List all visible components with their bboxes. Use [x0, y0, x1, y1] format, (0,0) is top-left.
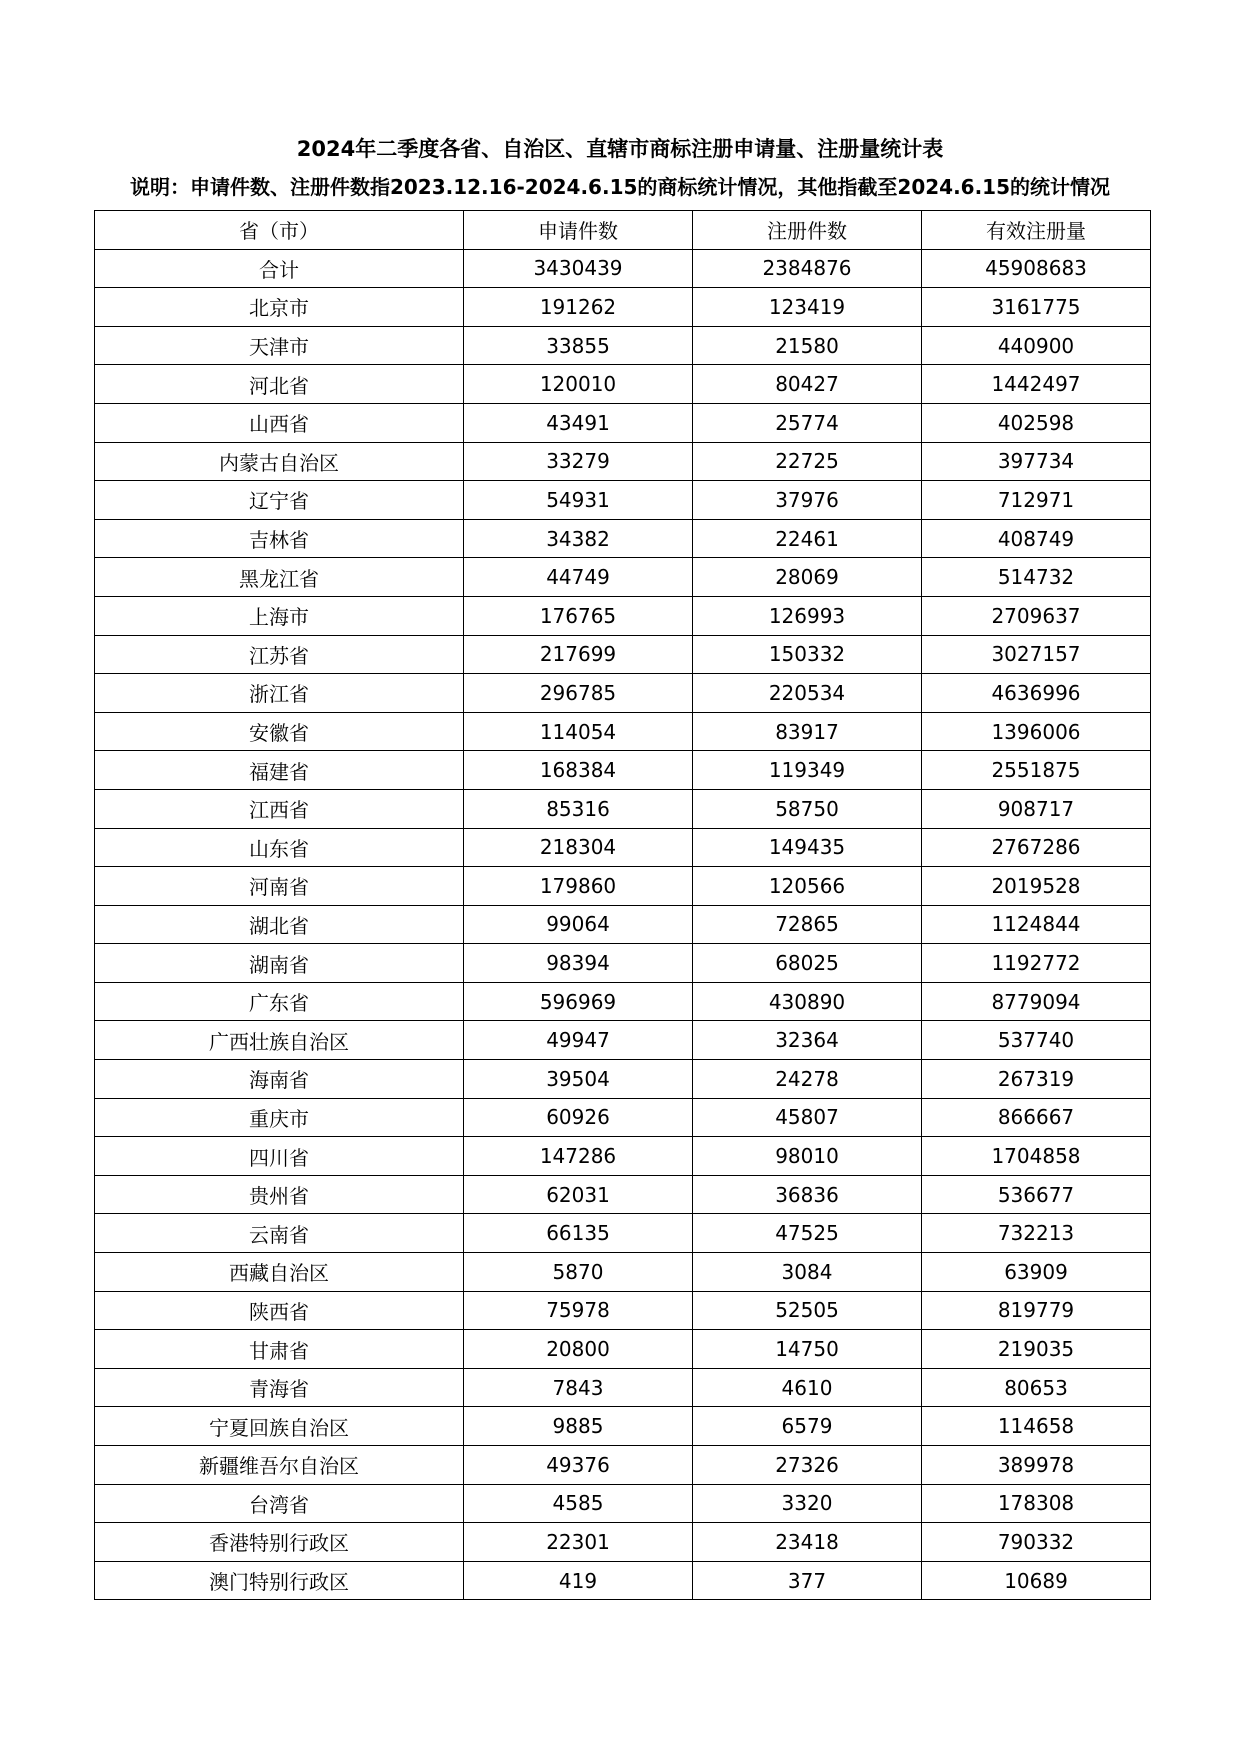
- cell-province: 湖北省: [95, 905, 464, 944]
- cell-valid-registrations: 1124844: [922, 905, 1151, 944]
- cell-registrations: 430890: [693, 982, 922, 1021]
- cell-valid-registrations: 4636996: [922, 674, 1151, 713]
- cell-applications: 7843: [464, 1368, 693, 1407]
- header-registrations: 注册件数: [693, 211, 922, 250]
- cell-valid-registrations: 1192772: [922, 944, 1151, 983]
- cell-registrations: 377: [693, 1561, 922, 1600]
- cell-province: 四川省: [95, 1137, 464, 1176]
- cell-applications: 75978: [464, 1291, 693, 1330]
- cell-province: 重庆市: [95, 1098, 464, 1137]
- total-row: [95, 249, 1151, 288]
- cell-applications: 114054: [464, 712, 693, 751]
- cell-applications: 43491: [464, 403, 693, 442]
- cell-registrations: 27326: [693, 1446, 922, 1485]
- cell-valid-registrations: 8779094: [922, 982, 1151, 1021]
- cell-valid-registrations: 2767286: [922, 828, 1151, 867]
- table-row: [95, 635, 1151, 674]
- cell-province: 山东省: [95, 828, 464, 867]
- table-row: [95, 789, 1151, 828]
- cell-province: 广西壮族自治区: [95, 1021, 464, 1060]
- cell-applications: 5870: [464, 1253, 693, 1292]
- cell-registrations: 21580: [693, 326, 922, 365]
- cell-applications: 3430439: [464, 249, 693, 288]
- cell-registrations: 37976: [693, 481, 922, 520]
- cell-registrations: 58750: [693, 789, 922, 828]
- cell-applications: 33855: [464, 326, 693, 365]
- cell-valid-registrations: 267319: [922, 1060, 1151, 1099]
- cell-applications: 596969: [464, 982, 693, 1021]
- cell-province: 湖南省: [95, 944, 464, 983]
- table-row: [95, 867, 1151, 906]
- cell-valid-registrations: 790332: [922, 1523, 1151, 1562]
- table-row: [95, 1214, 1151, 1253]
- header-valid-registrations: 有效注册量: [922, 211, 1151, 250]
- cell-province: 江苏省: [95, 635, 464, 674]
- table-row: [95, 1021, 1151, 1060]
- header-province: 省（市）: [95, 211, 464, 250]
- cell-registrations: 52505: [693, 1291, 922, 1330]
- cell-registrations: 83917: [693, 712, 922, 751]
- table-row: [95, 558, 1151, 597]
- cell-applications: 147286: [464, 1137, 693, 1176]
- cell-applications: 419: [464, 1561, 693, 1600]
- cell-province: 吉林省: [95, 519, 464, 558]
- table-row: [95, 1060, 1151, 1099]
- cell-registrations: 28069: [693, 558, 922, 597]
- cell-applications: 218304: [464, 828, 693, 867]
- cell-valid-registrations: 219035: [922, 1330, 1151, 1369]
- cell-valid-registrations: 440900: [922, 326, 1151, 365]
- cell-registrations: 3320: [693, 1484, 922, 1523]
- cell-valid-registrations: 389978: [922, 1446, 1151, 1485]
- table-row: [95, 1407, 1151, 1446]
- cell-valid-registrations: 402598: [922, 403, 1151, 442]
- table-row: [95, 674, 1151, 713]
- cell-valid-registrations: 908717: [922, 789, 1151, 828]
- cell-province: 合计: [95, 249, 464, 288]
- cell-valid-registrations: 45908683: [922, 249, 1151, 288]
- cell-applications: 217699: [464, 635, 693, 674]
- cell-registrations: 6579: [693, 1407, 922, 1446]
- table-row: [95, 982, 1151, 1021]
- table-row: [95, 1561, 1151, 1600]
- table-row: [95, 1098, 1151, 1137]
- cell-province: 天津市: [95, 326, 464, 365]
- cell-valid-registrations: 3161775: [922, 288, 1151, 327]
- cell-valid-registrations: 514732: [922, 558, 1151, 597]
- table-row: [95, 365, 1151, 404]
- cell-applications: 98394: [464, 944, 693, 983]
- cell-applications: 191262: [464, 288, 693, 327]
- cell-province: 浙江省: [95, 674, 464, 713]
- cell-registrations: 22461: [693, 519, 922, 558]
- cell-applications: 296785: [464, 674, 693, 713]
- cell-registrations: 24278: [693, 1060, 922, 1099]
- cell-valid-registrations: 537740: [922, 1021, 1151, 1060]
- cell-registrations: 32364: [693, 1021, 922, 1060]
- table-row: [95, 1446, 1151, 1485]
- table-row: [95, 1330, 1151, 1369]
- cell-registrations: 14750: [693, 1330, 922, 1369]
- cell-registrations: 120566: [693, 867, 922, 906]
- cell-registrations: 119349: [693, 751, 922, 790]
- cell-registrations: 220534: [693, 674, 922, 713]
- cell-province: 上海市: [95, 596, 464, 635]
- cell-valid-registrations: 2709637: [922, 596, 1151, 635]
- cell-province: 云南省: [95, 1214, 464, 1253]
- cell-valid-registrations: 819779: [922, 1291, 1151, 1330]
- cell-province: 青海省: [95, 1368, 464, 1407]
- cell-province: 北京市: [95, 288, 464, 327]
- cell-valid-registrations: 2551875: [922, 751, 1151, 790]
- cell-province: 河南省: [95, 867, 464, 906]
- cell-valid-registrations: 3027157: [922, 635, 1151, 674]
- table-row: [95, 751, 1151, 790]
- cell-province: 辽宁省: [95, 481, 464, 520]
- table-row: [95, 1368, 1151, 1407]
- cell-province: 内蒙古自治区: [95, 442, 464, 481]
- table-row: [95, 519, 1151, 558]
- cell-valid-registrations: 10689: [922, 1561, 1151, 1600]
- table-row: [95, 1291, 1151, 1330]
- cell-province: 黑龙江省: [95, 558, 464, 597]
- cell-registrations: 123419: [693, 288, 922, 327]
- cell-province: 江西省: [95, 789, 464, 828]
- cell-applications: 120010: [464, 365, 693, 404]
- cell-applications: 168384: [464, 751, 693, 790]
- cell-valid-registrations: 1704858: [922, 1137, 1151, 1176]
- cell-applications: 39504: [464, 1060, 693, 1099]
- cell-valid-registrations: 866667: [922, 1098, 1151, 1137]
- cell-province: 新疆维吾尔自治区: [95, 1446, 464, 1485]
- table-row: [95, 1253, 1151, 1292]
- cell-applications: 176765: [464, 596, 693, 635]
- page-title: 2024年二季度各省、自治区、直辖市商标注册申请量、注册量统计表: [296, 137, 944, 161]
- header-applications: 申请件数: [464, 211, 693, 250]
- cell-province: 台湾省: [95, 1484, 464, 1523]
- table-row: [95, 1523, 1151, 1562]
- cell-applications: 20800: [464, 1330, 693, 1369]
- cell-applications: 99064: [464, 905, 693, 944]
- cell-applications: 9885: [464, 1407, 693, 1446]
- cell-applications: 44749: [464, 558, 693, 597]
- stats-table: [94, 210, 1151, 1600]
- cell-registrations: 3084: [693, 1253, 922, 1292]
- cell-registrations: 68025: [693, 944, 922, 983]
- cell-valid-registrations: 712971: [922, 481, 1151, 520]
- cell-province: 甘肃省: [95, 1330, 464, 1369]
- table-row: [95, 596, 1151, 635]
- cell-applications: 4585: [464, 1484, 693, 1523]
- cell-province: 安徽省: [95, 712, 464, 751]
- cell-valid-registrations: 80653: [922, 1368, 1151, 1407]
- table-row: [95, 442, 1151, 481]
- cell-applications: 60926: [464, 1098, 693, 1137]
- cell-applications: 34382: [464, 519, 693, 558]
- cell-province: 福建省: [95, 751, 464, 790]
- cell-registrations: 45807: [693, 1098, 922, 1137]
- cell-registrations: 72865: [693, 905, 922, 944]
- cell-valid-registrations: 114658: [922, 1407, 1151, 1446]
- cell-applications: 33279: [464, 442, 693, 481]
- cell-registrations: 36836: [693, 1175, 922, 1214]
- cell-province: 河北省: [95, 365, 464, 404]
- table-row: [95, 1484, 1151, 1523]
- cell-registrations: 25774: [693, 403, 922, 442]
- cell-valid-registrations: 732213: [922, 1214, 1151, 1253]
- table-note: 说明：申请件数、注册件数指2023.12.16-2024.6.15的商标统计情况，其他指截至2024.6.15的统计情况: [129, 175, 1111, 199]
- table-row: [95, 905, 1151, 944]
- cell-applications: 54931: [464, 481, 693, 520]
- cell-valid-registrations: 397734: [922, 442, 1151, 481]
- cell-province: 山西省: [95, 403, 464, 442]
- cell-valid-registrations: 63909: [922, 1253, 1151, 1292]
- cell-applications: 49947: [464, 1021, 693, 1060]
- cell-applications: 62031: [464, 1175, 693, 1214]
- table-row: [95, 1175, 1151, 1214]
- cell-applications: 66135: [464, 1214, 693, 1253]
- cell-registrations: 98010: [693, 1137, 922, 1176]
- table-row: [95, 712, 1151, 751]
- table-row: [95, 828, 1151, 867]
- cell-province: 西藏自治区: [95, 1253, 464, 1292]
- cell-valid-registrations: 1442497: [922, 365, 1151, 404]
- cell-registrations: 4610: [693, 1368, 922, 1407]
- cell-province: 香港特别行政区: [95, 1523, 464, 1562]
- cell-registrations: 150332: [693, 635, 922, 674]
- cell-province: 贵州省: [95, 1175, 464, 1214]
- cell-registrations: 23418: [693, 1523, 922, 1562]
- cell-province: 陕西省: [95, 1291, 464, 1330]
- cell-valid-registrations: 408749: [922, 519, 1151, 558]
- cell-registrations: 149435: [693, 828, 922, 867]
- cell-valid-registrations: 178308: [922, 1484, 1151, 1523]
- cell-province: 海南省: [95, 1060, 464, 1099]
- table-row: [95, 288, 1151, 327]
- cell-province: 宁夏回族自治区: [95, 1407, 464, 1446]
- cell-valid-registrations: 2019528: [922, 867, 1151, 906]
- cell-registrations: 126993: [693, 596, 922, 635]
- cell-registrations: 80427: [693, 365, 922, 404]
- cell-applications: 85316: [464, 789, 693, 828]
- cell-registrations: 2384876: [693, 249, 922, 288]
- cell-applications: 179860: [464, 867, 693, 906]
- table-row: [95, 1137, 1151, 1176]
- table-row: [95, 326, 1151, 365]
- table-body: [95, 249, 1151, 1600]
- cell-province: 澳门特别行政区: [95, 1561, 464, 1600]
- header-row: [95, 211, 1151, 250]
- cell-applications: 49376: [464, 1446, 693, 1485]
- table-row: [95, 403, 1151, 442]
- cell-registrations: 47525: [693, 1214, 922, 1253]
- table-row: [95, 944, 1151, 983]
- table-row: [95, 481, 1151, 520]
- cell-province: 广东省: [95, 982, 464, 1021]
- table-header: [95, 211, 1151, 250]
- cell-valid-registrations: 1396006: [922, 712, 1151, 751]
- cell-registrations: 22725: [693, 442, 922, 481]
- cell-valid-registrations: 536677: [922, 1175, 1151, 1214]
- cell-applications: 22301: [464, 1523, 693, 1562]
